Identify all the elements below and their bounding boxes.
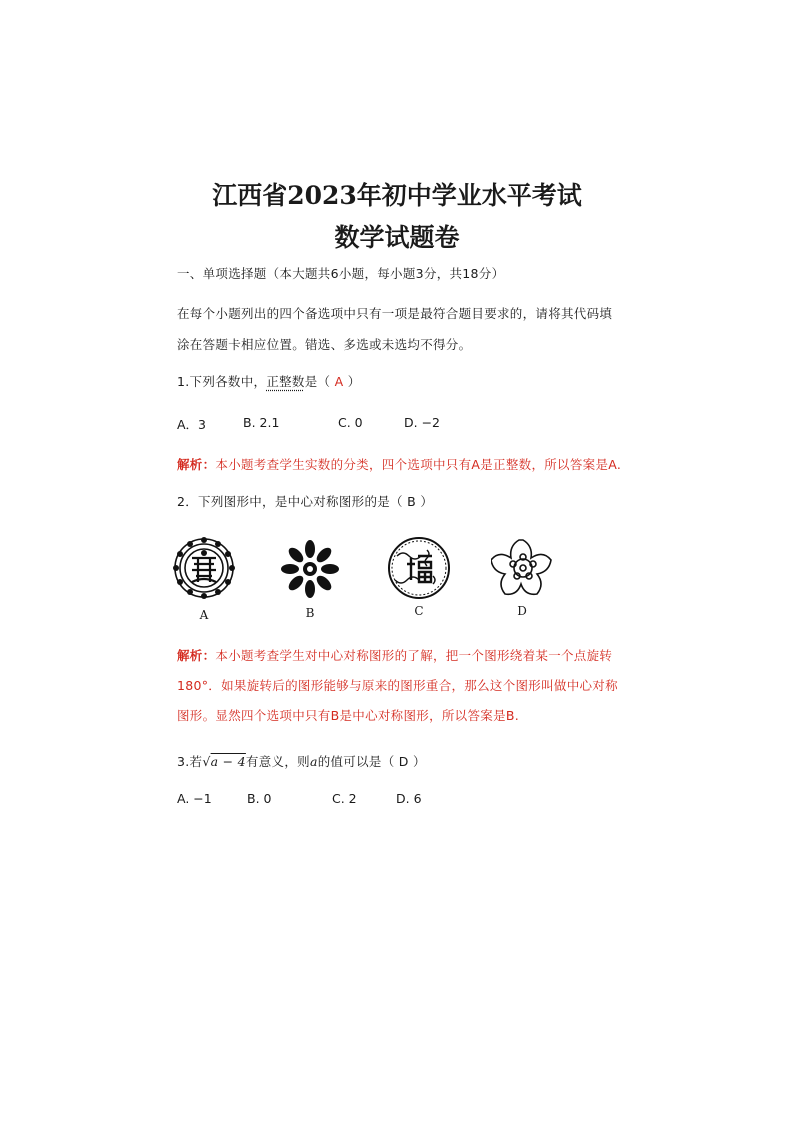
q2-stem: 2．下列图形中，是中心对称图形的是（ [177,494,403,509]
q1-answer: A [334,374,344,389]
q1-analysis [177,455,621,473]
q1-option-d: D. −2 [404,415,440,430]
q3-middle: 有意义，则 [245,754,310,769]
figure-b-label: B [305,606,315,620]
figure-c-coin [387,536,451,600]
q3-option-d: D. 6 [396,791,422,806]
q2-analysis-line-2: 180°．如果旋转后的图形能够与原来的图形重合，那么这个图形叫做中心对称 [177,678,618,693]
q2-analysis-text-1: 本小题考查学生对中心对称图形的了解，把一个图形绕着某一个点旋转 [215,648,613,663]
q2-close: ） [420,494,434,509]
q1-close: ） [347,374,361,389]
q3-option-c: C. 2 [332,791,357,806]
exam-title: 江西省2023年初中学业水平考试 [212,181,582,210]
figure-b-flower [279,538,341,600]
exam-subtitle: 数学试题卷 [334,223,460,252]
q3-close: ） [413,754,426,769]
q3-variable: a [309,754,318,769]
section-heading: 一、单项选择题（本大题共6小题，每小题3分，共18分） [177,266,505,281]
instructions-line-2: 涂在答题卡相应位置。错选、多选或未选均不得分。 [177,337,472,352]
figure-d-label: D [517,604,527,618]
instructions-line-1: 在每个小题列出的四个备选项中只有一项是最符合题目要求的，请将其代码填 [177,306,613,321]
q1-emphasis: 正整数 [266,374,305,389]
q2-analysis-line-3: 图形。显然四个选项中只有B是中心对称图形，所以答案是B. [177,708,520,723]
question-1-stem [177,372,361,390]
figure-d-flower [491,536,555,600]
q1-option-a: A．3 [177,417,207,432]
figure-c-label: C [414,604,424,618]
q2-answer: B [407,494,417,509]
question-3-stem: 3.若√a − 4有意义，则a的值可以是（ D ） [177,754,426,769]
q1-analysis-text: 本小题考查学生实数的分类，四个选项中只有A是正整数，所以答案是A. [215,457,622,472]
q3-option-a: A. −1 [177,791,212,806]
q2-analysis-label: 解析： [177,648,216,663]
q1-option-c: C. 0 [338,415,363,430]
q1-option-b: B. 2.1 [243,415,280,430]
q1-analysis-label: 解析： [177,457,216,472]
q3-answer: D [398,754,409,769]
q1-prefix: 1.下列各数中， [177,374,267,389]
q3-option-b: B. 0 [247,791,272,806]
q2-analysis-line-1 [177,646,612,664]
q1-suffix: 是（ [304,374,331,389]
figure-a-seal [172,536,236,600]
q3-suffix: 的值可以是（ [317,754,395,769]
question-2-stem [177,492,433,510]
q3-radicand: a − 4 [210,754,246,769]
figure-a-label: A [199,608,209,622]
q3-prefix: 3.若 [177,754,203,769]
